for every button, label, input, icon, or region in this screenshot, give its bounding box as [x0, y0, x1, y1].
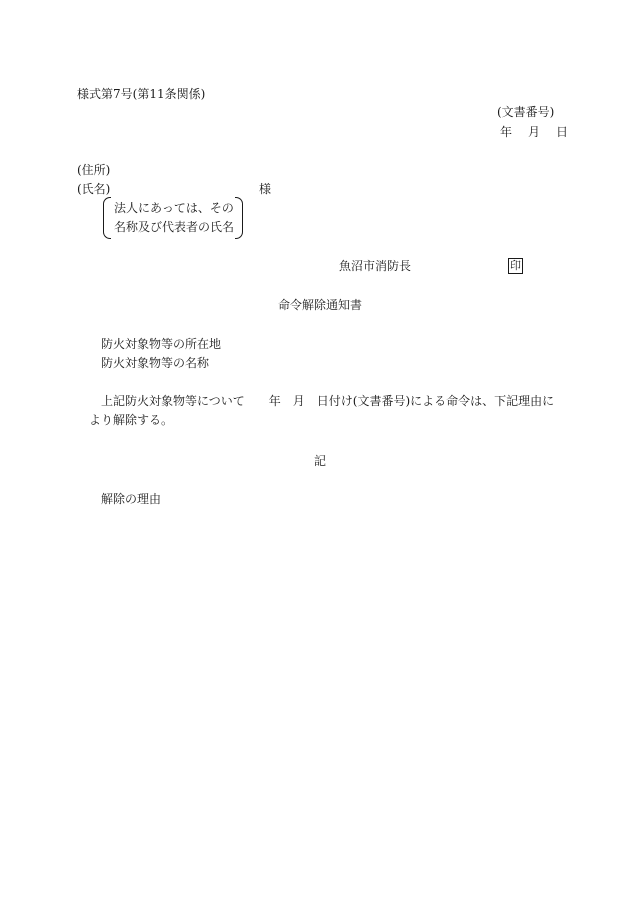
reason-label: 解除の理由 [101, 492, 162, 506]
body-line-1: 上記防火対象物等について 年 月 日付け(文書番号)による命令は、下記理由に [101, 394, 555, 408]
right-bracket [235, 197, 243, 239]
form-number: 様式第7号(第11条関係) [77, 87, 206, 101]
seal-mark: 印 [510, 259, 521, 272]
issue-date: 年 月 日 [500, 125, 571, 139]
document-number: (文書番号) [497, 105, 555, 119]
corporate-note-line2: 名称及び代表者の氏名 [114, 220, 235, 234]
body-line-2: より解除する。 [89, 413, 174, 427]
left-bracket [103, 197, 111, 239]
object-name-label: 防火対象物等の名称 [101, 356, 210, 370]
issuer-name: 魚沼市消防長 [339, 259, 412, 273]
location-label: 防火対象物等の所在地 [101, 337, 222, 351]
address-label: (住所) [77, 163, 111, 177]
honorific: 様 [259, 182, 272, 196]
name-label: (氏名) [77, 182, 111, 196]
document-title: 命令解除通知書 [278, 298, 363, 312]
corporate-note-line1: 法人にあっては、その [114, 201, 234, 215]
note-heading: 記 [314, 454, 327, 468]
corporate-note [103, 197, 243, 239]
